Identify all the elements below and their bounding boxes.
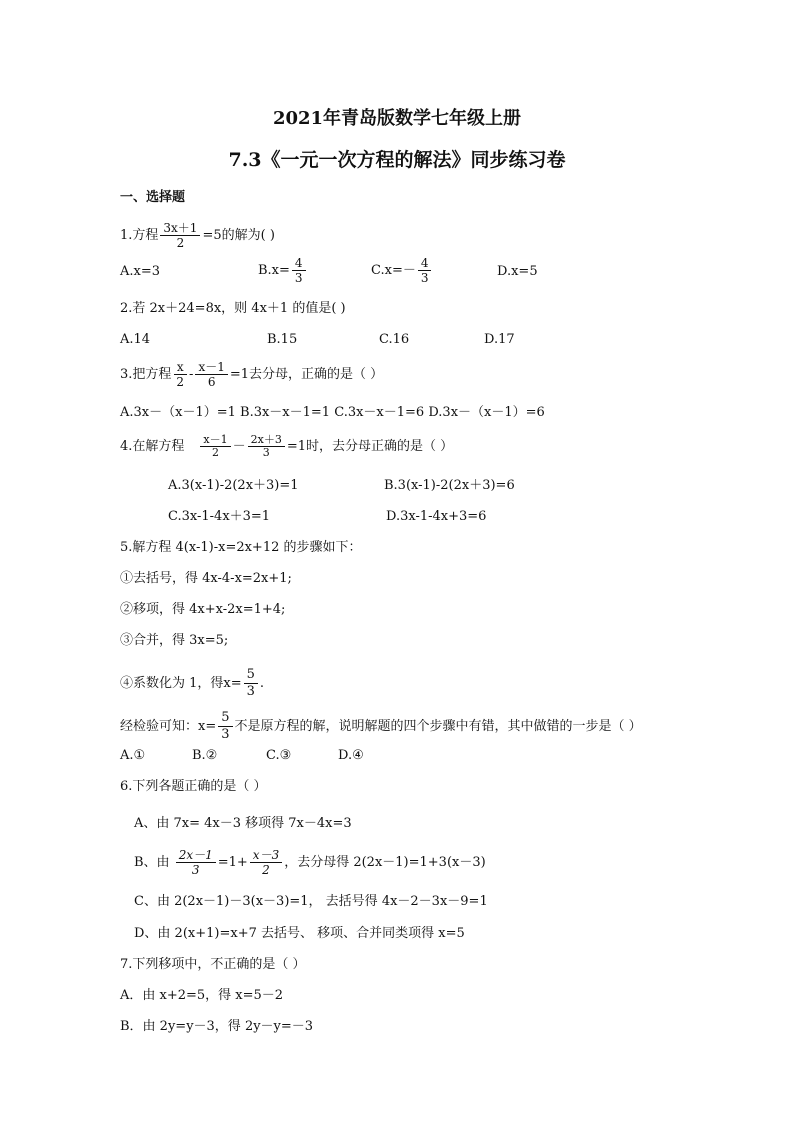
q4-den-2: 3 (262, 446, 270, 459)
q4-option-b: B.3(x-1)-2(2x＋3)=6 (384, 478, 515, 493)
q2-option-a: A.14 (120, 332, 151, 347)
q1-prefix: 1.方程 (120, 228, 159, 243)
q4-operator: － (232, 439, 246, 454)
question-4 (120, 434, 453, 459)
q4-prefix: 4.在解方程 (120, 439, 185, 454)
q6-option-b-den-1: 3 (191, 863, 200, 877)
q5-step-4-den: 3 (246, 684, 255, 699)
q3-prefix: 3.把方程 (120, 367, 172, 382)
q5-option-a: A.① (120, 748, 146, 763)
q3-den-1: 2 (176, 375, 185, 389)
q5-check-num: 5 (218, 710, 232, 727)
q5-step-4-fraction (244, 667, 258, 700)
q1-option-b-den: 3 (294, 271, 303, 285)
q6-option-b-operator: =1+ (217, 855, 248, 870)
q1-option-a: A.x=3 (120, 264, 161, 279)
q4-option-c: C.3x-1-4x＋3=1 (168, 509, 271, 524)
question-6: 6.下列各题正确的是（ ） (120, 779, 267, 794)
q3-num-2: x－1 (195, 360, 227, 375)
q5-step-4-num: 5 (244, 667, 258, 684)
section-heading: 一、选择题 (120, 190, 186, 205)
q6-option-b-suffix: ，去分母得 2(2x－1)=1+3(x－3) (284, 855, 486, 870)
q6-option-b (134, 848, 486, 877)
q6-option-b-den-2: 2 (262, 863, 270, 877)
q5-step-3: ③合并，得 3x=5; (120, 633, 229, 648)
q4-fraction-2 (248, 434, 285, 459)
page-subtitle: 7.3《一元一次方程的解法》同步练习卷 (228, 149, 566, 171)
q5-check-den: 3 (221, 727, 230, 742)
q2-option-c: C.16 (379, 332, 410, 347)
q6-option-c: C、由 2(2x－1)－3(x－3)=1， 去括号得 4x－2－3x－9=1 (134, 894, 488, 909)
question-5: 5.解方程 4(x-1)-x=2x+12 的步骤如下： (120, 540, 362, 555)
q6-option-b-fraction-1 (176, 848, 216, 877)
q3-options: A.3x－（x－1）=1 B.3x－x－1=1 C.3x－x－1=6 D.3x－（x－1）=6 (120, 405, 545, 420)
q4-den-1: 2 (212, 446, 219, 459)
q1-option-b-label: B.x= (258, 263, 290, 278)
q1-option-c-den: 3 (420, 271, 429, 285)
q5-option-c: C.③ (266, 748, 292, 763)
q6-option-b-fraction-2 (250, 848, 282, 877)
q2-option-d: D.17 (484, 332, 515, 347)
q5-step-4 (120, 667, 264, 700)
q4-num-2: 2x＋3 (248, 434, 285, 447)
q3-fraction-1 (173, 360, 187, 389)
q4-option-a: A.3(x-1)-2(2x＋3)=1 (168, 478, 299, 493)
q1-option-d: D.x=5 (497, 264, 538, 279)
q1-denominator: 2 (176, 236, 185, 250)
question-2: 2.若 2x＋24=8x，则 4x＋1 的值是( ) (120, 301, 346, 316)
q5-step-4-text: ④系数化为 1，得x= (120, 676, 242, 691)
q4-num-1: x－1 (200, 434, 230, 447)
q1-option-b-num: 4 (292, 256, 306, 271)
q5-step-4-period: . (259, 676, 265, 691)
q6-option-b-num-2: x－3 (250, 848, 282, 863)
q7-option-a: A．由 x+2=5，得 x=5－2 (120, 988, 284, 1003)
q5-step-2: ②移项，得 4x+x-2x=1+4; (120, 602, 286, 617)
q1-option-c-fraction (418, 256, 432, 285)
q6-option-a: A、由 7x= 4x－3 移项得 7x－4x=3 (134, 816, 352, 831)
q5-check-fraction (218, 710, 232, 743)
q1-suffix: =5的解为( ) (202, 228, 275, 243)
page-title: 2021年青岛版数学七年级上册 (272, 108, 522, 129)
q1-option-b-fraction (292, 256, 306, 285)
q6-option-b-num-1: 2x－1 (176, 848, 216, 863)
q5-check (120, 710, 642, 743)
q1-option-c (371, 256, 433, 285)
q4-fraction-1 (200, 434, 230, 459)
q5-option-d: D.④ (338, 748, 364, 763)
q5-step-1: ①去括号，得 4x-4-x=2x+1; (120, 571, 292, 586)
q3-suffix: =1去分母，正确的是（ ） (229, 367, 384, 382)
q5-check-prefix: 经检验可知：x= (120, 719, 217, 734)
q3-num-1: x (174, 360, 187, 375)
q5-option-b: B.② (192, 748, 218, 763)
q4-suffix: =1时，去分母正确的是（ ） (286, 439, 454, 454)
question-7: 7.下列移项中，不正确的是（ ） (120, 957, 306, 972)
q4-option-d: D.3x-1-4x+3=6 (386, 509, 487, 524)
q1-fraction (160, 221, 200, 250)
q3-fraction-2 (195, 360, 227, 389)
q6-option-d: D、由 2(x+1)=x+7 去括号、 移项、合并同类项得 x=5 (134, 926, 465, 941)
q3-den-2: 6 (207, 375, 216, 389)
q6-option-b-label: B、由 (134, 855, 174, 870)
q7-option-b: B．由 2y=y－3，得 2y－y=－3 (120, 1019, 314, 1034)
q5-check-suffix: 不是原方程的解，说明解题的四个步骤中有错，其中做错的一步是（ ） (234, 719, 642, 734)
q3-operator: - (189, 367, 194, 382)
q1-option-c-num: 4 (418, 256, 432, 271)
q1-option-c-label: C.x=－ (371, 263, 416, 278)
q2-option-b: B.15 (267, 332, 298, 347)
question-3 (120, 360, 383, 389)
q1-option-b (258, 256, 308, 285)
question-1 (120, 221, 275, 250)
q1-numerator: 3x＋1 (160, 221, 200, 236)
